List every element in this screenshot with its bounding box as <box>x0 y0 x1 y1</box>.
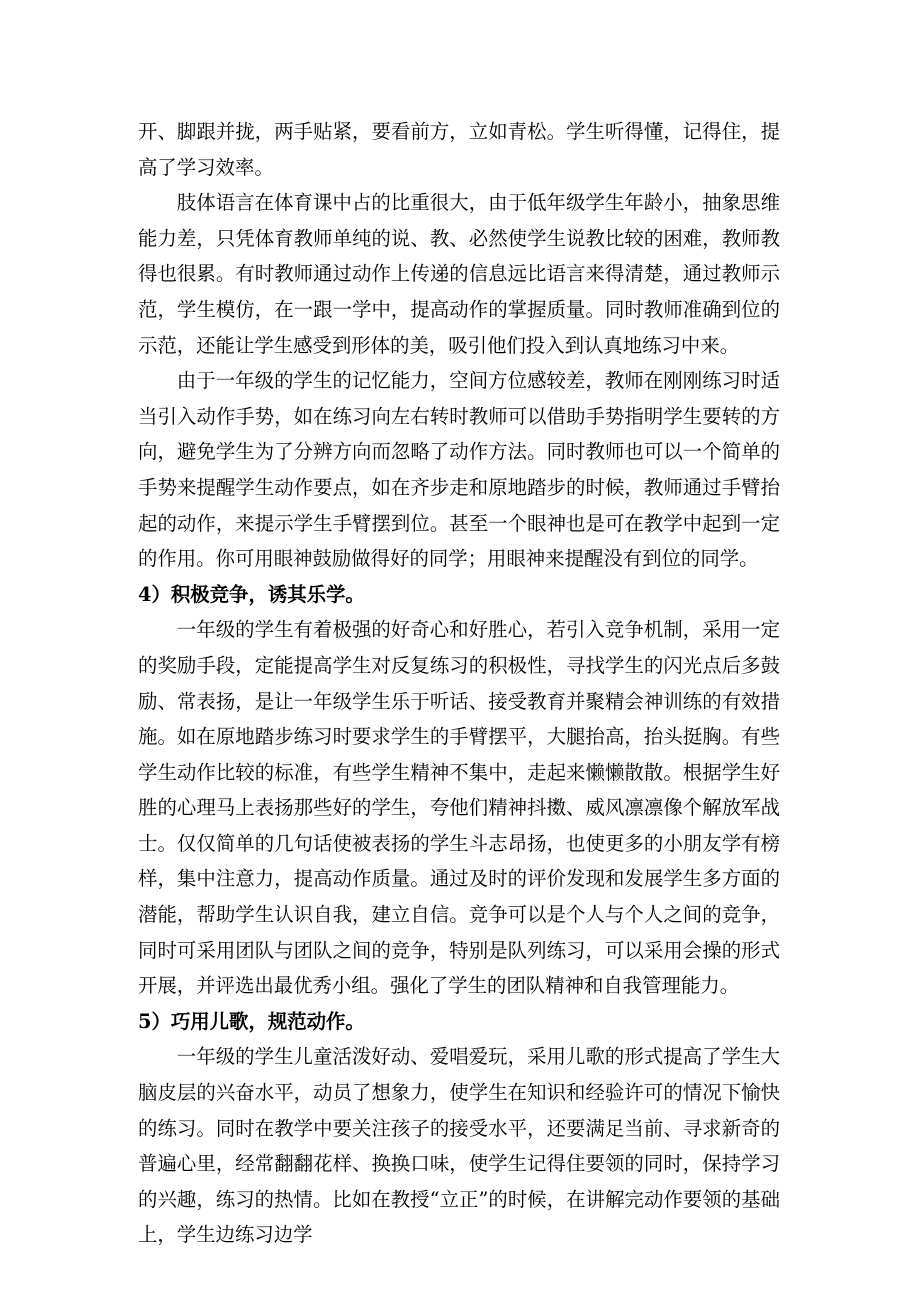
paragraph-body-language: 肢体语言在体育课中占的比重很大，由于低年级学生年龄小，抽象思维能力差，只凭体育教师单纯的说、教、必然使学生说教比较的困难，教师教得也很累。有时教师通过动作上传递的信息远比语言来得清楚，通过教师示范，学生模仿，在一跟一学中，提高动作的掌握质量。同时教师准确到位的示范，还能让学生感受到形体的美，吸引他们投入到认真地练习中来。 <box>138 191 780 357</box>
paragraph-continued: 开、脚跟并拢，两手贴紧，要看前方，立如青松。学生听得懂，记得住，提高了学习效率。 <box>138 120 780 179</box>
document-page <box>138 114 780 1253</box>
paragraph-competition: 一年级的学生有着极强的好奇心和好胜心，若引入竞争机制，采用一定的奖励手段，定能提高学生对反复练习的积极性，寻找学生的闪光点后多鼓励、常表扬，是让一年级学生乐于听话、接受教育并聚精会神训练的有效措施。如在原地踏步练习时要求学生的手臂摆平，大腿抬高，抬头挺胸。有些学生动作比较的标准，有些学生精神不集中，走起来懒懒散散。根据学生好胜的心理马上表扬那些好的学生，夸他们精神抖擞、威风凛凛像个解放军战士。仅仅简单的几句话使被表扬的学生斗志昂扬，也使更多的小朋友学有榜样，集中注意力，提高动作质量。通过及时的评价发现和发展学生多方面的潜能，帮助学生认识自我，建立自信。竞争可以是个人与个人之间的竞争，同时可采用团队与团队之间的竞争，特别是队列练习，可以采用会操的形式开展，并评选出最优秀小组。强化了学生的团队精神和自我管理能力。 <box>138 618 780 998</box>
paragraph-nursery-rhymes: 一年级的学生儿童活泼好动、爱唱爱玩，采用儿歌的形式提高了学生大脑皮层的兴奋水平，动员了想象力，使学生在知识和经验许可的情况下愉快的练习。同时在教学中要关注孩子的接受水平，还要满足当前、寻求新奇的普遍心里，经常翻翻花样、换换口味，使学生记得住要领的同时，保持学习的兴趣，练习的热情。比如在教授“立正”的时候，在讲解完动作要领的基础上，学生边练习边学 <box>138 1045 780 1247</box>
paragraph-hand-gestures: 由于一年级的学生的记忆能力，空间方位感较差，教师在刚刚练习时适当引入动作手势，如在练习向左右转时教师可以借助手势指明学生要转的方向，避免学生为了分辨方向而忽略了动作方法。同时教师也可以一个简单的手势来提醒学生动作要点，如在齐步走和原地踏步的时候，教师通过手臂抬起的动作，来提示学生手臂摆到位。甚至一个眼神也是可在教学中起到一定的作用。你可用眼神鼓励做得好的同学；用眼神来提醒没有到位的同学。 <box>138 369 780 571</box>
section-heading-nursery-rhymes: 5）巧用儿歌，规范动作。 <box>138 1009 365 1033</box>
section-heading-competition: 4）积极竞争，诱其乐学。 <box>138 582 365 606</box>
